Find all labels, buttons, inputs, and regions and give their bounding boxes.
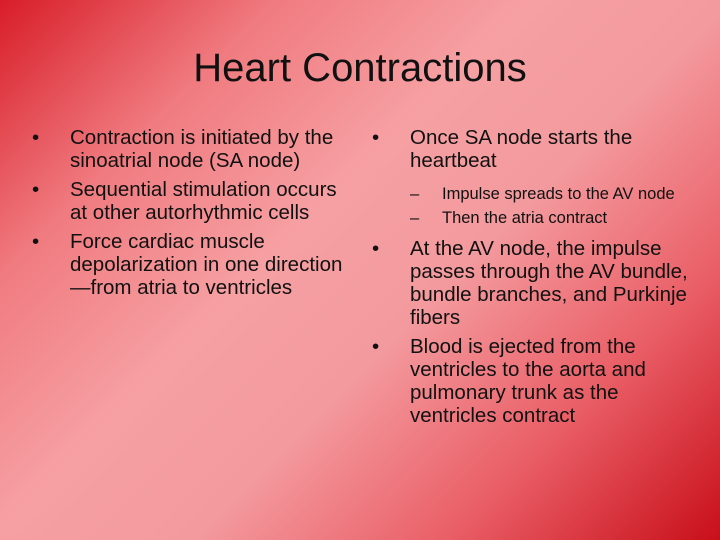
dash-icon: – xyxy=(410,209,420,227)
sub-bullet-text: Impulse spreads to the AV node xyxy=(442,185,675,203)
bullet-text: Once SA node starts the heartbeat xyxy=(410,126,633,172)
right-column xyxy=(370,126,690,433)
bullet-item xyxy=(370,237,690,329)
dash-icon: – xyxy=(410,185,420,203)
left-bullet-list xyxy=(30,126,350,299)
bullet-item xyxy=(370,126,690,227)
bullet-icon: • xyxy=(32,126,40,149)
bullet-text: Sequential stimulation occurs at other autorhythmic cells xyxy=(70,178,337,224)
bullet-text: Contraction is initiated by the sinoatrial node (SA node) xyxy=(70,126,334,172)
right-bullet-list xyxy=(370,126,690,427)
bullet-icon: • xyxy=(372,335,380,358)
bullet-icon: • xyxy=(32,230,40,253)
bullet-icon: • xyxy=(372,237,380,260)
bullet-item xyxy=(30,126,350,172)
bullet-text: Force cardiac muscle depolarization in one direction—from atria to ventricles xyxy=(70,230,343,299)
bullet-item xyxy=(30,230,350,299)
bullet-item xyxy=(370,335,690,427)
sub-bullet-text: Then the atria contract xyxy=(442,209,608,227)
bullet-text: At the AV node, the impulse passes through the AV bundle, bundle branches, and Purkinje fibers xyxy=(410,237,688,329)
bullet-icon: • xyxy=(32,178,40,201)
bullet-text: Blood is ejected from the ventricles to the aorta and pulmonary trunk as the ventricles contract xyxy=(410,335,646,427)
left-column xyxy=(30,126,350,305)
sub-bullet-item xyxy=(410,185,690,203)
sub-bullet-list xyxy=(410,185,690,227)
bullet-item xyxy=(30,178,350,224)
bullet-icon: • xyxy=(372,126,380,149)
sub-bullet-item xyxy=(410,209,690,227)
slide-title: Heart Contractions xyxy=(193,46,527,90)
